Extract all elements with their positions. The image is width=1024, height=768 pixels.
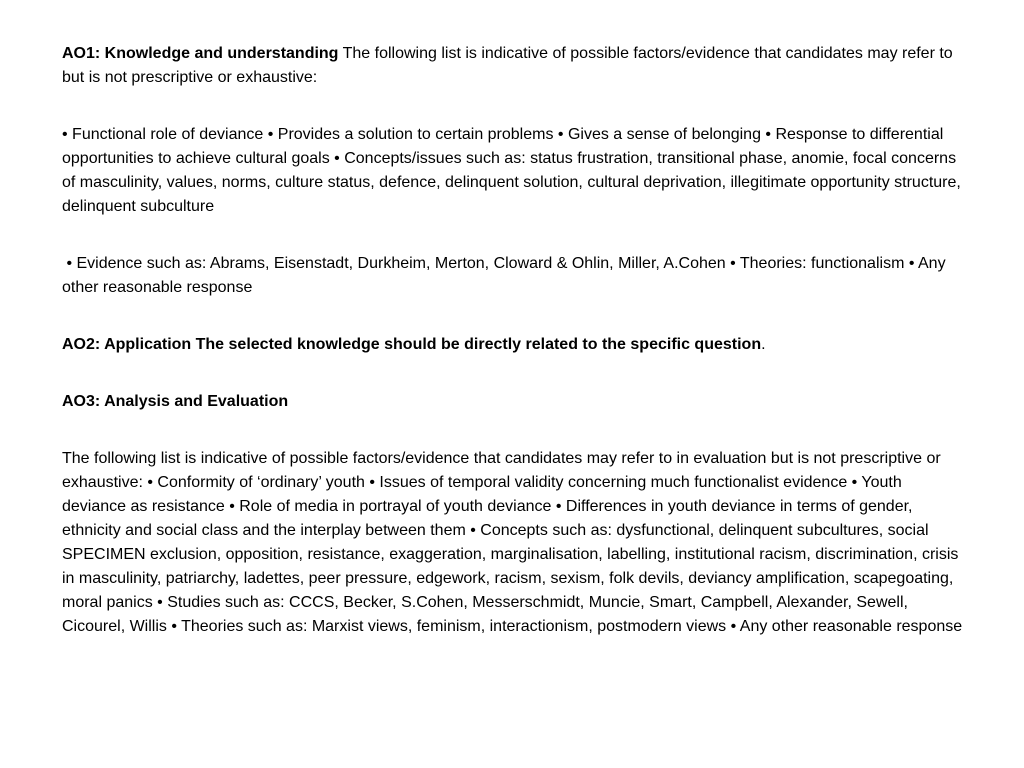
ao1-factors-list: • Functional role of deviance • Provides a solution to certain problems • Gives a sense of belonging • Response to differential opportunities to achieve cultural goals • Concepts/issues such as: status frustration, transitional phase, anomie, focal concerns of masculinity, values, norms, culture status, defence, delinquent solution, cultural deprivation, illegitimate opportunity structure, delinquent subculture [62, 126, 961, 215]
ao3-heading: AO3: Analysis and Evaluation [62, 393, 289, 410]
ao3-body: The following list is indicative of possible factors/evidence that candidates may refer to in evaluation but is not prescriptive or exhaustive: • Conformity of ‘ordinary’ youth • Issues of temporal validity concerning much functionalist evidence • Youth deviance as resistance • Role of media in portrayal of youth deviance • Differences in youth deviance in terms of gender, ethnicity and social class and the interplay between them • Concepts such as: dysfunctional, delinquent subcultures, social SPECIMEN exclusion, opposition, resistance, exaggeration, marginalisation, labelling, institutional racism, discrimination, crisis in masculinity, patriarchy, ladettes, peer pressure, edgework, racism, sexism, folk devils, deviancy amplification, scapegoating, moral panics • Studies such as: CCCS, Becker, S.Cohen, Messerschmidt, Muncie, Smart, Campbell, Alexander, Sewell, Cicourel, Willis • Theories such as: Marxist views, feminism, interactionism, postmodern views • Any other reasonable response [62, 450, 963, 635]
ao1-paragraph [62, 42, 968, 90]
ao1-intro-text: The following list is indicative of possible factors/evidence that candidates may refer to but is not prescriptive or exhaustive: [62, 45, 953, 86]
ao2-heading: AO2: Application The selected knowledge should be directly related to the specific question [62, 336, 762, 353]
ao1-evidence-list: • Evidence such as: Abrams, Eisenstadt, Durkheim, Merton, Cloward & Ohlin, Miller, A.Cohen • Theories: functionalism • Any other reasonable response [62, 255, 951, 296]
ao1-heading: AO1: Knowledge and understanding [62, 45, 339, 62]
ao2-period: . [761, 336, 766, 353]
ao2-paragraph [62, 333, 968, 357]
